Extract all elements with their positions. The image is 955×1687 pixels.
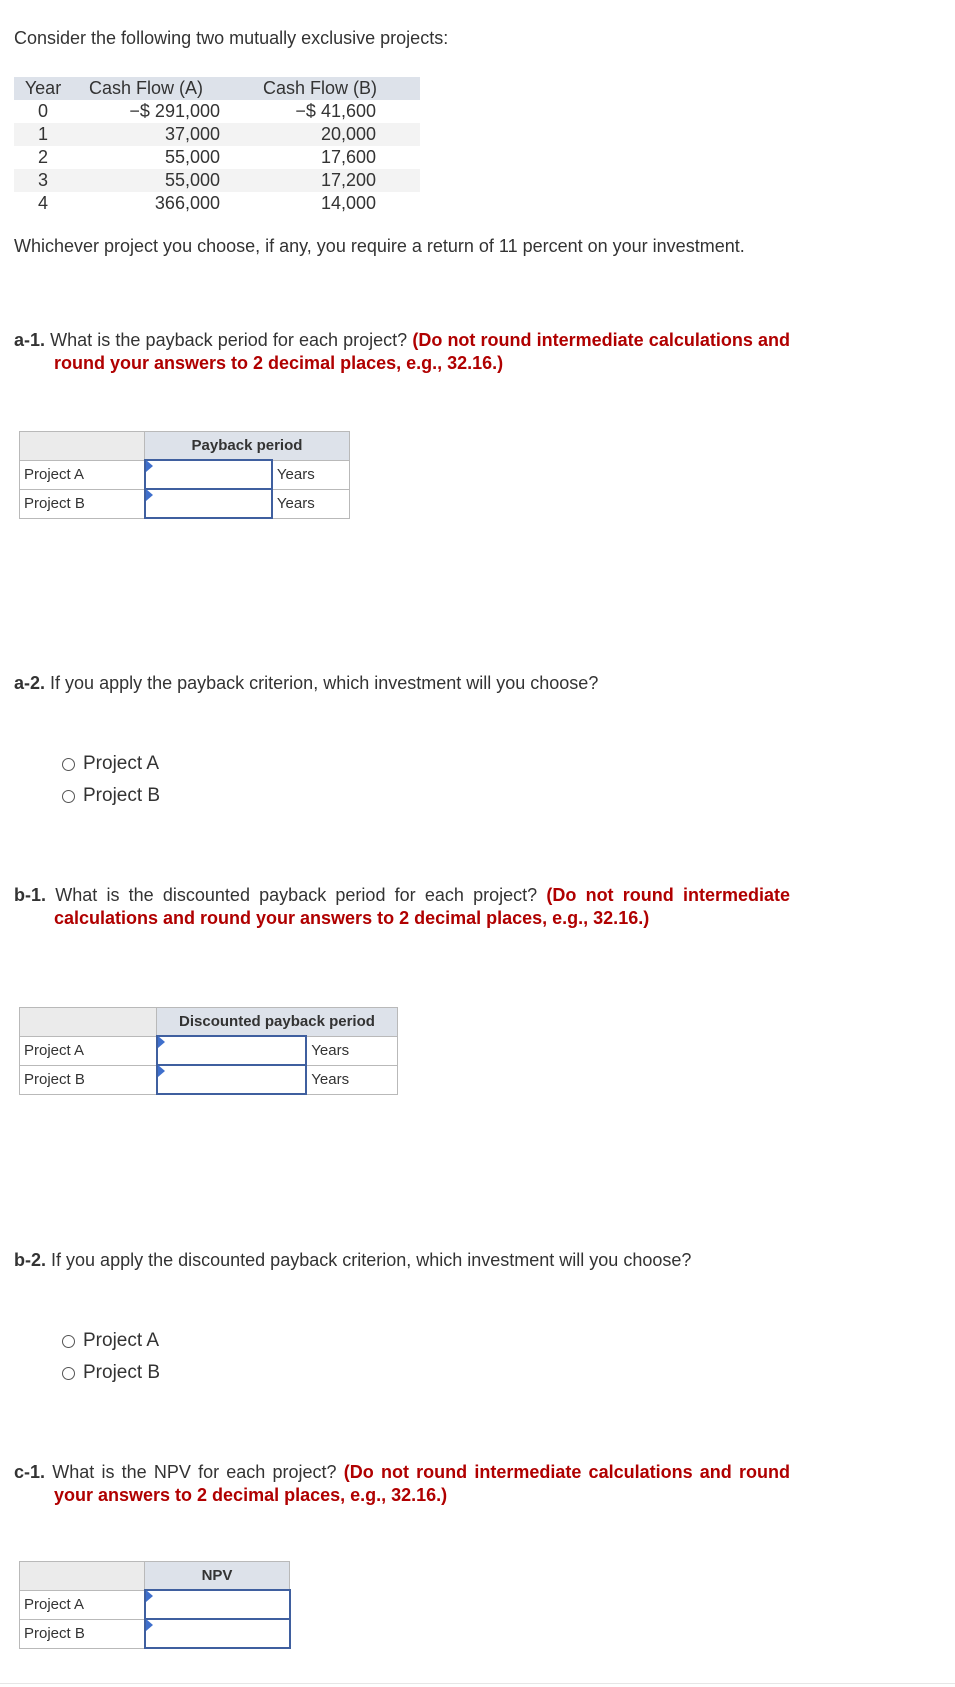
blank-header-cell — [20, 432, 145, 461]
question-c1 — [14, 1461, 790, 1507]
row-label: Project B — [20, 1065, 157, 1094]
unit-label: Years — [306, 1065, 397, 1094]
question-text: If you apply the payback criterion, which investment will you choose? — [50, 673, 599, 693]
payback-a-input[interactable] — [145, 460, 272, 489]
question-a1 — [14, 329, 790, 375]
cash-flow-header-row — [14, 77, 420, 100]
discounted-payback-table — [19, 1007, 398, 1095]
cash-flow-b-cell: 17,200 — [320, 170, 376, 190]
header-year: Year — [24, 78, 62, 98]
row-label: Project A — [20, 1590, 145, 1619]
cash-flow-b-cell: 17,600 — [320, 147, 376, 167]
radio-option-project-b[interactable] — [62, 780, 160, 812]
intro-text: Consider the following two mutually exclusive projects: — [14, 28, 449, 48]
row-label: Project B — [20, 1619, 145, 1648]
cash-flow-a-cell: 366,000 — [154, 193, 220, 213]
radio-option-project-a[interactable] — [62, 1325, 160, 1357]
radio-label: Project B — [83, 785, 161, 806]
radio-button[interactable] — [62, 790, 75, 803]
year-cell: 1 — [37, 124, 48, 144]
payback-choice-group — [62, 748, 160, 812]
cash-flow-a-cell: 37,000 — [164, 124, 220, 144]
question-text: What is the discounted payback period for each project? — [55, 885, 538, 905]
question-instruction: (Do not round intermediate calculations and round your answers to 2 decimal places, e.g., 32.16.) — [54, 330, 790, 373]
radio-option-project-a[interactable] — [62, 748, 160, 780]
header-cash-flow-a: Cash Flow (A) — [88, 78, 204, 98]
table-row — [20, 1036, 398, 1065]
year-cell: 4 — [37, 193, 48, 213]
cash-flow-b-cell: 14,000 — [320, 193, 376, 213]
radio-button[interactable] — [62, 1367, 75, 1380]
blank-header-cell — [20, 1562, 145, 1591]
table-row — [14, 169, 420, 192]
question-a2 — [14, 672, 790, 695]
table-row — [14, 123, 420, 146]
table-row — [20, 489, 350, 518]
row-label: Project A — [20, 1036, 157, 1065]
npv-table — [19, 1561, 291, 1649]
radio-option-project-b[interactable] — [62, 1357, 160, 1389]
question-instruction: (Do not round intermediate calculations and round your answers to 2 decimal places, e.g., 32.16.) — [54, 885, 790, 928]
discounted-payback-b-input[interactable] — [157, 1065, 307, 1094]
discounted-payback-header: Discounted payback period — [157, 1008, 398, 1037]
cash-flow-a-cell: 55,000 — [164, 170, 220, 190]
unit-label: Years — [306, 1036, 397, 1065]
cash-flow-b-cell: 20,000 — [320, 124, 376, 144]
discounted-payback-a-input[interactable] — [157, 1036, 307, 1065]
radio-label: Project A — [83, 753, 160, 774]
cash-flow-table — [14, 77, 420, 215]
question-number: a-1. — [14, 330, 46, 350]
question-instruction: (Do not round intermediate calculations and round your answers to 2 decimal places, e.g., 32.16.) — [54, 1462, 790, 1505]
payback-period-table — [19, 431, 350, 519]
table-row — [14, 100, 420, 123]
blank-header-cell — [20, 1008, 157, 1037]
question-b2 — [14, 1249, 790, 1272]
question-number: b-1. — [14, 885, 47, 905]
row-label: Project B — [20, 489, 145, 518]
table-row — [20, 1619, 290, 1648]
cash-flow-b-cell: −$ 41,600 — [295, 101, 376, 121]
question-text: If you apply the discounted payback criterion, which investment will you choose? — [51, 1250, 692, 1270]
year-cell: 3 — [37, 170, 48, 190]
year-cell: 2 — [37, 147, 48, 167]
header-cash-flow-b: Cash Flow (B) — [262, 78, 378, 98]
cash-flow-a-cell: −$ 291,000 — [129, 101, 220, 121]
required-return-text: Whichever project you choose, if any, you require a return of 11 percent on your investment. — [14, 236, 745, 256]
bottom-divider — [0, 1683, 955, 1684]
radio-label: Project A — [83, 1330, 160, 1351]
table-row — [14, 192, 420, 215]
table-row — [20, 460, 350, 489]
npv-b-input[interactable] — [145, 1619, 290, 1648]
table-row — [20, 1065, 398, 1094]
cash-flow-a-cell: 55,000 — [164, 147, 220, 167]
unit-label: Years — [272, 489, 350, 518]
npv-header: NPV — [145, 1562, 290, 1591]
npv-a-input[interactable] — [145, 1590, 290, 1619]
question-b1 — [14, 884, 790, 930]
year-cell: 0 — [37, 101, 48, 121]
payback-period-header: Payback period — [145, 432, 350, 461]
radio-label: Project B — [83, 1362, 161, 1383]
question-number: a-2. — [14, 673, 46, 693]
question-text: What is the payback period for each project? — [50, 330, 408, 350]
row-label: Project A — [20, 460, 145, 489]
unit-label: Years — [272, 460, 350, 489]
radio-button[interactable] — [62, 758, 75, 771]
question-number: c-1. — [14, 1462, 46, 1482]
radio-button[interactable] — [62, 1335, 75, 1348]
question-text: What is the NPV for each project? — [52, 1462, 337, 1482]
table-row — [20, 1590, 290, 1619]
discounted-payback-choice-group — [62, 1325, 160, 1389]
table-row — [14, 146, 420, 169]
question-number: b-2. — [14, 1250, 47, 1270]
payback-b-input[interactable] — [145, 489, 272, 518]
